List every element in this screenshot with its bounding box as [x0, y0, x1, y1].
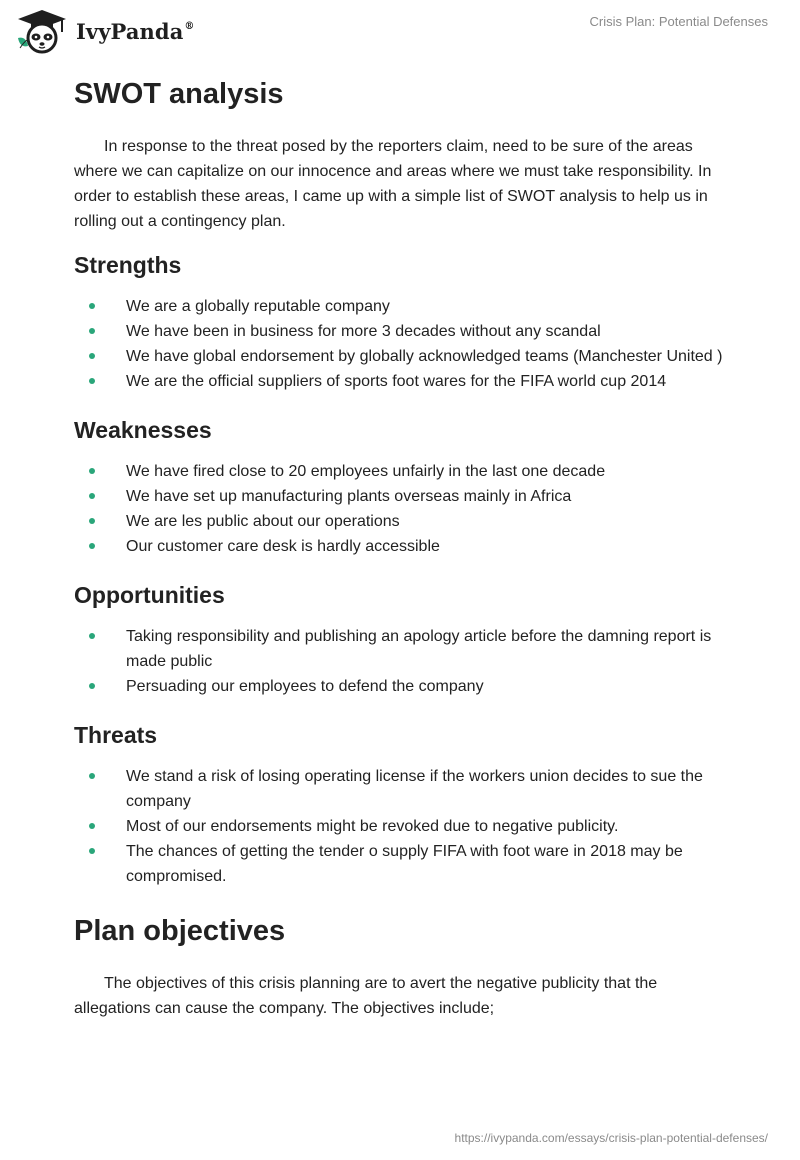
list-item: We have global endorsement by globally acknowledged teams (Manchester United ) [74, 344, 734, 369]
list-item: We are the official suppliers of sports foot wares for the FIFA world cup 2014 [74, 369, 734, 394]
list-item: We have set up manufacturing plants overseas mainly in Africa [74, 484, 734, 509]
list-item: Our customer care desk is hardly accessible [74, 534, 734, 559]
bullet-icon [89, 633, 95, 639]
heading-plan-objectives: Plan objectives [74, 915, 286, 947]
list-item: Persuading our employees to defend the company [74, 674, 734, 699]
list-item: Taking responsibility and publishing an apology article before the damning report is made public [74, 624, 734, 674]
plan-intro-paragraph: The objectives of this crisis planning are to avert the negative publicity that the allegations can cause the company. The objectives include; [74, 975, 658, 1017]
brand-name: IvyPanda® [76, 18, 195, 44]
list-item: We are les public about our operations [74, 509, 734, 534]
list-item: We have fired close to 20 employees unfairly in the last one decade [74, 459, 734, 484]
strengths-list [74, 294, 734, 394]
threats-list [74, 764, 734, 889]
heading-opportunities: Opportunities [74, 582, 225, 608]
list-item: The chances of getting the tender o supply FIFA with foot ware in 2018 may be compromised. [74, 839, 734, 889]
heading-strengths: Strengths [74, 252, 182, 278]
list-item: Most of our endorsements might be revoked due to negative publicity. [74, 814, 734, 839]
bullet-icon [89, 683, 95, 689]
bullet-icon [89, 848, 95, 854]
heading-threats: Threats [74, 722, 158, 748]
list-item: We have been in business for more 3 decades without any scandal [74, 319, 734, 344]
page-header [0, 0, 800, 60]
bullet-icon [89, 328, 95, 334]
list-item: We are a globally reputable company [74, 294, 734, 319]
bullet-icon [89, 378, 95, 384]
panda-logo-icon [14, 8, 70, 54]
bullet-icon [89, 303, 95, 309]
bullet-icon [89, 543, 95, 549]
bullet-icon [89, 353, 95, 359]
bullet-icon [89, 468, 95, 474]
list-item: We stand a risk of losing operating license if the workers union decides to sue the company [74, 764, 734, 814]
bullet-icon [89, 823, 95, 829]
essay-content [74, 72, 734, 1021]
bullet-icon [89, 493, 95, 499]
bullet-icon [89, 773, 95, 779]
heading-weaknesses: Weaknesses [74, 417, 212, 443]
source-url-link[interactable]: https://ivypanda.com/essays/crisis-plan-potential-defenses/ [454, 1131, 768, 1145]
weaknesses-list [74, 459, 734, 559]
document-title: Crisis Plan: Potential Defenses [589, 14, 768, 29]
ivypanda-logo[interactable] [14, 8, 195, 54]
swot-intro-paragraph: In response to the threat posed by the reporters claim, need to be sure of the areas where we can capitalize on our innocence and areas where we must take responsibility. In order to establish these areas, I came up with a simple list of SWOT analysis to help us in rolling out a contingency plan. [74, 138, 712, 230]
bullet-icon [89, 518, 95, 524]
opportunities-list [74, 624, 734, 699]
heading-swot-analysis: SWOT analysis [74, 78, 284, 110]
